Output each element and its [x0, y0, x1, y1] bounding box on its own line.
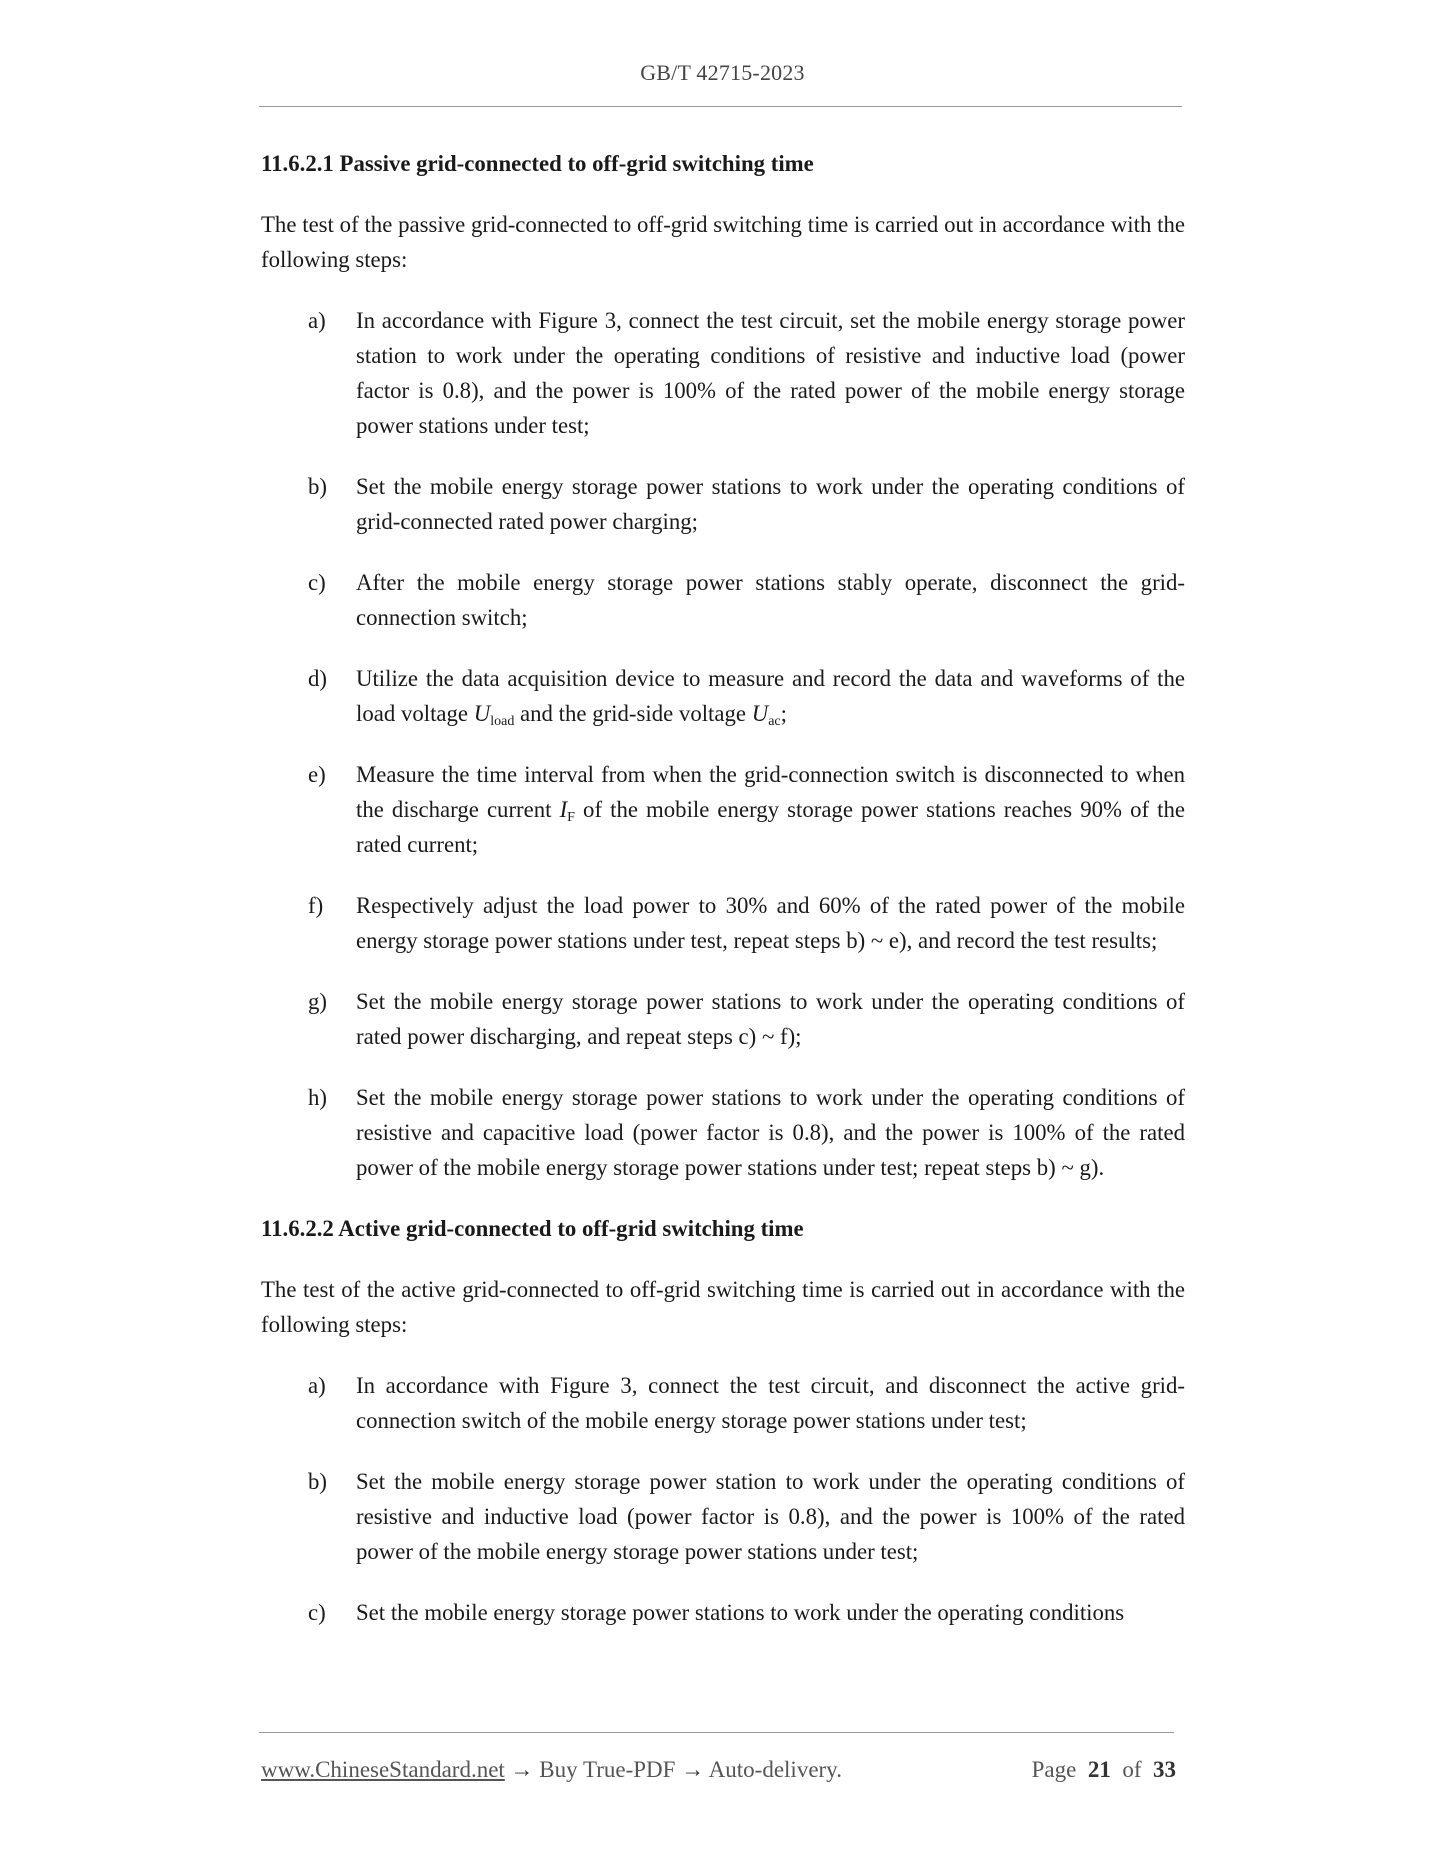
grid-voltage-symbol: U: [751, 701, 769, 726]
list-item-text: In accordance with Figure 3, connect the test circuit, and disconnect the active grid-connection switch of the mobile energy storage power stations under test;: [356, 1373, 1185, 1433]
list-item: [261, 661, 1185, 731]
arrow-right-icon: →: [681, 1757, 705, 1782]
load-voltage-symbol: U: [473, 701, 491, 726]
page-footer: [261, 1757, 1176, 1783]
step-list-passive: [261, 303, 1185, 1185]
document-body: [261, 146, 1185, 1656]
list-item-text: In accordance with Figure 3, connect the test circuit, set the mobile energy storage power station to work under the operating conditions of resistive and inductive load (power factor is 0.8), and the power is 100% of the rated power of the mobile energy storage power stations under test;: [356, 308, 1185, 438]
text-fragment: Measure the time interval from when the grid-connection switch is disconnected to when the discharge current: [356, 762, 1185, 822]
current-page: 21: [1087, 1757, 1111, 1782]
header-divider: [259, 106, 1182, 107]
chinesestandard-link[interactable]: www.ChineseStandard.net: [261, 1757, 505, 1782]
list-marker: d): [308, 666, 327, 691]
text-fragment: ;: [780, 701, 787, 726]
list-item: [261, 1595, 1185, 1630]
list-item: [261, 1080, 1185, 1185]
list-marker: g): [308, 989, 327, 1014]
load-voltage-subscript: load: [490, 714, 515, 729]
list-marker: f): [308, 893, 324, 918]
list-item-text: Set the mobile energy storage power station to work under the operating conditions of resistive and inductive load (power factor is 0.8), and the power is 100% of the rated power of the mobile energy storage power stations under test;: [356, 1469, 1185, 1564]
arrow-right-icon: →: [510, 1757, 534, 1782]
text-fragment: of the mobile energy storage power stations reaches 90% of the rated current;: [356, 797, 1185, 857]
discharge-current-subscript: F: [567, 810, 575, 825]
list-item: [261, 1464, 1185, 1569]
list-marker: a): [308, 1373, 326, 1398]
total-pages: 33: [1153, 1757, 1176, 1782]
page-number: [1032, 1757, 1176, 1783]
list-marker: b): [308, 474, 327, 499]
document-code-header: GB/T 42715-2023: [640, 60, 805, 85]
auto-delivery-text: Auto-delivery.: [704, 1757, 842, 1782]
list-marker: c): [308, 1600, 326, 1625]
list-marker: e): [308, 762, 326, 787]
section-heading-11-6-2-2: 11.6.2.2 Active grid-connected to off-grid switching time: [261, 1216, 804, 1241]
list-item-text: Respectively adjust the load power to 30% and 60% of the rated power of the mobile energy storage power stations under test, repeat steps b) ~ e), and record the test results;: [356, 893, 1185, 953]
page-of-label: of: [1122, 1757, 1142, 1782]
list-item: [261, 303, 1185, 443]
list-item: [261, 469, 1185, 539]
section-heading-11-6-2-1: 11.6.2.1 Passive grid-connected to off-grid switching time: [261, 151, 814, 176]
list-item-text: After the mobile energy storage power stations stably operate, disconnect the grid-connection switch;: [356, 570, 1185, 630]
page-label: Page: [1031, 1757, 1077, 1782]
list-item: [261, 1368, 1185, 1438]
step-list-active: [261, 1368, 1185, 1630]
list-item-text: Set the mobile energy storage power stations to work under the operating conditions: [356, 1600, 1125, 1625]
list-item: [261, 565, 1185, 635]
grid-voltage-subscript: ac: [768, 714, 781, 729]
list-marker: a): [308, 308, 326, 333]
list-item-text: Set the mobile energy storage power stations to work under the operating conditions of resistive and capacitive load (power factor is 0.8), and the power is 100% of the rated power of the mobile energy storage power stations under test; repeat steps b) ~ g).: [356, 1085, 1185, 1180]
text-fragment: and the grid-side voltage: [514, 701, 752, 726]
list-item-text: Set the mobile energy storage power stations to work under the operating conditions of grid-connected rated power charging;: [356, 474, 1185, 534]
list-item-text: [356, 762, 1185, 857]
text-fragment: Utilize the data acquisition device to measure and record the data and waveforms of the load voltage: [356, 666, 1185, 726]
list-marker: b): [308, 1469, 327, 1494]
list-item-text: Set the mobile energy storage power stations to work under the operating conditions of rated power discharging, and repeat steps c) ~ f);: [356, 989, 1185, 1049]
list-item: [261, 757, 1185, 862]
buy-pdf-text: Buy True-PDF: [533, 1757, 682, 1782]
list-item-text: [356, 666, 1185, 729]
section-intro-paragraph: The test of the active grid-connected to off-grid switching time is carried out in accordance with the following steps:: [261, 1277, 1185, 1337]
list-marker: h): [308, 1085, 327, 1110]
list-item: [261, 888, 1185, 958]
discharge-current-symbol: I: [559, 797, 568, 822]
section-intro-paragraph: The test of the passive grid-connected to off-grid switching time is carried out in accordance with the following steps:: [261, 212, 1185, 272]
footer-divider: [259, 1732, 1174, 1733]
list-marker: c): [308, 570, 326, 595]
list-item: [261, 984, 1185, 1054]
